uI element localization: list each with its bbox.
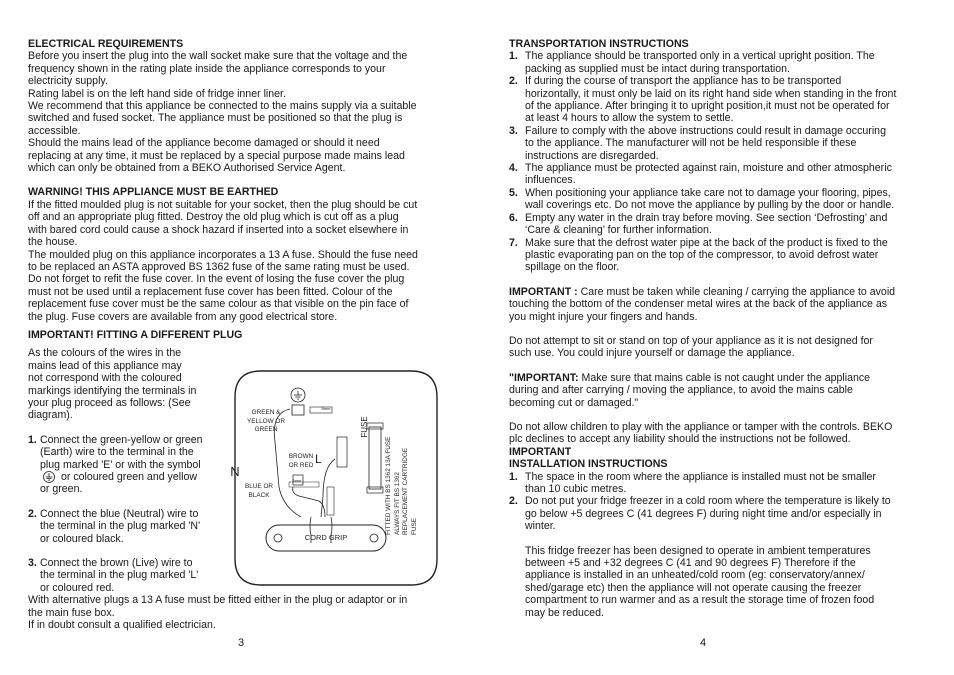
fitting-outro-1: With alternative plugs a 13 A fuse must be fitted either in the plug or adaptor or in the main fuse box. xyxy=(28,594,408,619)
installation-list xyxy=(509,471,897,533)
fitting-step-2: 2. Connect the blue (Neutral) wire to the terminal in the plug marked 'N' or coloured black. xyxy=(28,507,201,545)
blue-wire-label: BLUE OR BLACK xyxy=(244,483,274,499)
electrical-p4: Should the mains lead of the appliance become damaged or should it need replacing at any time, it must be replaced by a special purpose made mains lead which can only be obtained from a BEKO Authorised Service Agent. xyxy=(28,137,405,175)
transport-list xyxy=(509,50,897,273)
step1-text-b: or coloured green and yellow or green. xyxy=(40,471,197,496)
step1-text-a: Connect the green-yellow or green (Earth) wire to the terminal in the plug marked 'E' or with the symbol xyxy=(40,433,203,471)
install-item-2: 2. Do not put your fridge freezer in a cold room where the temperature is likely to go below +5 degrees C (41 degrees F) during night time and/or especially in winter. xyxy=(509,495,891,533)
earthed-p1: If the fitted moulded plug is not suitable for your socket, then the plug should be cut off and an appropriate plug fitted. Destroy the old plug which is cut off as a plug with bared cord could cause a shock hazard if inserted into a socket elsewhere in the house. xyxy=(28,198,418,249)
important-cable: "IMPORTANT: Make sure that mains cable is not caught under the appliance during and after carrying / moving the appliance, to avoid the mains cable becoming cut or damaged." xyxy=(509,371,871,409)
strip-label-b: 5mm xyxy=(292,478,302,483)
earthed-p2: The moulded plug on this appliance incorporates a 13 A fuse. Should the fuse need to be replaced an ASTA approved BS 1362 fuse of the same rating must be used. Do not forget to refit the fuse cover. In the event of losing the fuse cover the plug must not be used until a replacement fuse cover has been fitted. Colour of the replacement fuse cover must be the same colour as that visible on the pin face of the plug. Fuse covers are available from any good electrical store. xyxy=(28,248,418,323)
install-item-1: 1. The space in the room where the appliance is installed must not be smaller than 10 cubic metres. xyxy=(509,470,876,495)
earth-symbol-icon xyxy=(40,471,58,483)
fitting-heading: IMPORTANT! FITTING A DIFFERENT PLUG xyxy=(28,328,243,341)
children-note: Do not allow children to play with the appliance or tamper with the controls. BEKO plc declines to accept any liability should the instructions not be followed. xyxy=(509,420,893,446)
fuse-label: FUSE xyxy=(360,416,369,438)
transport-heading: TRANSPORTATION INSTRUCTIONS xyxy=(509,38,689,50)
cord-grip-label: CORD GRIP xyxy=(304,533,348,542)
transport-item-7: 7. Make sure that the defrost water pipe at the back of the product is fixed to the plastic evaporating pan on the top of the compressor, to avoid defrost water spillage on the floor. xyxy=(509,236,888,274)
brown-wire-label: BROWN OR RED xyxy=(288,453,314,469)
fitting-outro-2: If in doubt consult a qualified electrician. xyxy=(28,619,216,632)
green-wire-label: GREEN & YELLOW OR GREEN xyxy=(247,409,285,434)
ambient-note: This fridge freezer has been designed to operate in ambient temperatures between +5 and +32 degrees C (41 and 90 degrees F) Therefore if the appliance is installed in an unheated/cold room (eg: conservatory/annex/ shed/garage etc) then the appliance will not operate causing the freezer compartment to run warmer and as a result the storage time of frozen food may be reduced. xyxy=(525,544,875,619)
electrical-p1: Before you insert the plug into the wall socket make sure that the voltage and the frequency shown in the rating plate inside the appliance corresponds to your electricity supply. xyxy=(28,50,408,88)
transport-item-1: 1. The appliance should be transported only in a vertical upright position. The packing as supplied must be intact during transportation. xyxy=(509,50,875,75)
electrical-heading: ELECTRICAL REQUIREMENTS xyxy=(28,38,184,50)
transport-item-4: 4. The appliance must be protected against rain, moisture and other atmospheric influences. xyxy=(509,162,892,187)
installation-heading: INSTALLATION INSTRUCTIONS xyxy=(509,458,668,471)
plug-wiring-diagram xyxy=(231,367,441,589)
l-terminal-label: L xyxy=(315,452,322,466)
fuse-note: FITTED WITH BS 1362 13A FUSE ALWAYS FIT BS 1362 REPLACEMENT CARTRIDGE FUSE xyxy=(385,436,418,535)
page-number-left: 3 xyxy=(238,637,245,649)
important-heading: IMPORTANT xyxy=(509,445,572,458)
fitting-intro: As the colours of the wires in the mains lead of this appliance may not correspond with the coloured markings identifying the terminals in your plug proceed as follows: (See diagram). xyxy=(28,347,197,422)
strip-label-a: 8mm xyxy=(321,406,331,411)
fitting-step-1: 1. Connect the green-yellow or green (Earth) wire to the terminal in the plug marked 'E' or with the symbol or coloured green and yellow or green. xyxy=(28,433,203,496)
transport-item-2: 2. If during the course of transport the appliance has to be transported horizontally, it must only be laid on its right hand side when standing in the front of the appliance. After bringing it to upright position,it must not be operated for at least 4 hours to allow the system to settle. xyxy=(509,75,897,125)
transport-item-3: 3. Failure to comply with the above instructions could result in damage occuring to the appliance. The manufacturer will not be held responsible if these instructions are disregarded. xyxy=(509,124,886,162)
electrical-p3: We recommend that this appliance be connected to the mains supply via a suitable switched and fused socket. The appliance must be positioned so that the plug is accessible. xyxy=(28,100,417,137)
n-terminal-label: N xyxy=(230,464,240,479)
transport-item-6: 6. Empty any water in the drain tray before moving. See section ‘Defrosting’ and ‘Care & cleaning’ for further information. xyxy=(509,211,888,237)
electrical-p2: Rating label is on the left hand side of fridge inner liner. xyxy=(28,87,286,100)
no-sit-note: Do not attempt to sit or stand on top of your appliance as it is not designed for such use. You could injure yourself or damage the appliance. xyxy=(509,334,873,360)
right-page xyxy=(509,38,897,619)
page-number-right: 4 xyxy=(700,637,707,649)
transport-item-5: 5. When positioning your appliance take care not to damage your flooring, pipes, wall coverings etc. Do not move the appliance by pulling by the door or handle. xyxy=(509,186,895,212)
earthed-heading: WARNING! THIS APPLIANCE MUST BE EARTHED xyxy=(28,186,279,199)
important-condenser: IMPORTANT : Care must be taken while cleaning / carrying the appliance to avoid touching the bottom of the condenser metal wires at the back of the appliance as you might injure your fingers and hands. xyxy=(509,285,896,323)
fitting-step-3: 3. Connect the brown (Live) wire to the terminal in the plug marked 'L' or coloured red. xyxy=(28,557,199,594)
